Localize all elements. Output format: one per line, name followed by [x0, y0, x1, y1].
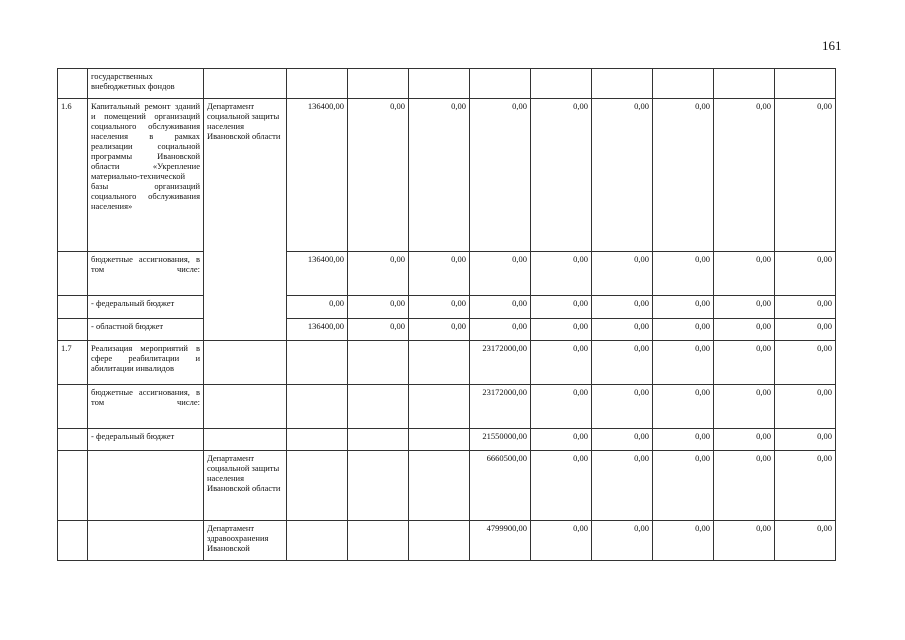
value-cell: 4799900,00: [470, 521, 531, 561]
row-index: 1.6: [58, 99, 88, 252]
value-cell: 0,00: [714, 521, 775, 561]
value-cell: 0,00: [531, 252, 592, 296]
value-cell: 21550000,00: [470, 429, 531, 451]
value-cell: 136400,00: [287, 99, 348, 252]
row-organization: Департамент социальной защиты населения Ивановской области: [204, 451, 287, 521]
value-cell: [348, 69, 409, 99]
value-cell: 0,00: [592, 252, 653, 296]
table-row: [58, 341, 836, 385]
row-index: 1.7: [58, 341, 88, 385]
row-index: [58, 385, 88, 429]
value-cell: 0,00: [592, 341, 653, 385]
value-cell: [287, 69, 348, 99]
value-cell: 0,00: [775, 521, 836, 561]
value-cell: 0,00: [531, 429, 592, 451]
value-cell: 0,00: [287, 296, 348, 319]
row-index: [58, 451, 88, 521]
value-cell: 0,00: [775, 429, 836, 451]
value-cell: 0,00: [531, 319, 592, 341]
value-cell: 0,00: [714, 252, 775, 296]
value-cell: [348, 521, 409, 561]
value-cell: 0,00: [592, 429, 653, 451]
table-row: [58, 99, 836, 252]
value-cell: [348, 385, 409, 429]
row-name: [88, 521, 204, 561]
table-row: [58, 429, 836, 451]
value-cell: [409, 429, 470, 451]
table-row: [58, 451, 836, 521]
value-cell: 0,00: [714, 451, 775, 521]
row-index: [58, 521, 88, 561]
row-index: [58, 429, 88, 451]
value-cell: 0,00: [531, 99, 592, 252]
row-organization: [204, 69, 287, 99]
value-cell: 0,00: [531, 521, 592, 561]
value-cell: [714, 69, 775, 99]
row-index: [58, 69, 88, 99]
value-cell: 0,00: [653, 296, 714, 319]
table-row: [58, 521, 836, 561]
value-cell: 0,00: [470, 319, 531, 341]
value-cell: 0,00: [653, 252, 714, 296]
value-cell: 0,00: [531, 385, 592, 429]
value-cell: 0,00: [775, 296, 836, 319]
value-cell: 0,00: [470, 99, 531, 252]
value-cell: [348, 429, 409, 451]
value-cell: 23172000,00: [470, 341, 531, 385]
value-cell: 0,00: [714, 319, 775, 341]
table-row: [58, 385, 836, 429]
value-cell: 6660500,00: [470, 451, 531, 521]
value-cell: 0,00: [531, 451, 592, 521]
value-cell: [409, 341, 470, 385]
value-cell: 0,00: [592, 385, 653, 429]
value-cell: 0,00: [592, 99, 653, 252]
value-cell: 0,00: [409, 99, 470, 252]
row-name: бюджетные ассигнования, в том числе:: [88, 385, 204, 429]
value-cell: 0,00: [775, 341, 836, 385]
value-cell: [348, 451, 409, 521]
page-number: 161: [822, 38, 842, 53]
row-organization: Департамент социальной защиты населения Ивановской области: [204, 99, 287, 341]
value-cell: [653, 69, 714, 99]
row-organization: [204, 429, 287, 451]
value-cell: 136400,00: [287, 319, 348, 341]
table-row: [58, 319, 836, 341]
value-cell: 0,00: [714, 99, 775, 252]
value-cell: [592, 69, 653, 99]
value-cell: 0,00: [653, 451, 714, 521]
value-cell: 0,00: [775, 99, 836, 252]
value-cell: 0,00: [714, 429, 775, 451]
table-row: [58, 252, 836, 296]
value-cell: [409, 385, 470, 429]
row-organization: [204, 341, 287, 385]
value-cell: 0,00: [531, 296, 592, 319]
row-name: Реализация мероприятий в сфере реабилитации и абилитации инвалидов: [88, 341, 204, 385]
value-cell: [287, 385, 348, 429]
value-cell: 0,00: [348, 252, 409, 296]
row-organization: [204, 385, 287, 429]
value-cell: [287, 341, 348, 385]
value-cell: 0,00: [409, 252, 470, 296]
row-name: [88, 451, 204, 521]
budget-table: [57, 68, 836, 561]
value-cell: 0,00: [470, 296, 531, 319]
value-cell: [348, 341, 409, 385]
value-cell: 0,00: [714, 341, 775, 385]
row-name: государственных внебюджетных фондов: [88, 69, 204, 99]
value-cell: 0,00: [348, 99, 409, 252]
row-organization: Департамент здравоохранения Ивановской: [204, 521, 287, 561]
row-name: бюджетные ассигнования, в том числе:: [88, 252, 204, 296]
value-cell: [531, 69, 592, 99]
row-index: [58, 296, 88, 319]
value-cell: [287, 521, 348, 561]
value-cell: [470, 69, 531, 99]
table-row: [58, 296, 836, 319]
value-cell: 0,00: [714, 385, 775, 429]
table-row: [58, 69, 836, 99]
row-name: - федеральный бюджет: [88, 296, 204, 319]
value-cell: 0,00: [775, 451, 836, 521]
value-cell: 0,00: [653, 429, 714, 451]
value-cell: 0,00: [409, 319, 470, 341]
value-cell: 0,00: [348, 319, 409, 341]
row-name: - областной бюджет: [88, 319, 204, 341]
value-cell: 0,00: [775, 252, 836, 296]
value-cell: 0,00: [592, 296, 653, 319]
value-cell: 0,00: [531, 341, 592, 385]
value-cell: [775, 69, 836, 99]
value-cell: 0,00: [653, 319, 714, 341]
value-cell: [287, 429, 348, 451]
row-name: Капитальный ремонт зданий и помещений организаций социального обслуживания населения в рамках реализации социальной программы Ивановской области «Укрепление материально-технической базы организаций социального обслуживания населения»: [88, 99, 204, 252]
value-cell: 0,00: [653, 99, 714, 252]
value-cell: 0,00: [653, 341, 714, 385]
row-index: [58, 319, 88, 341]
value-cell: [409, 69, 470, 99]
value-cell: 0,00: [775, 385, 836, 429]
value-cell: [409, 521, 470, 561]
row-index: [58, 252, 88, 296]
value-cell: 0,00: [653, 521, 714, 561]
value-cell: 0,00: [409, 296, 470, 319]
value-cell: 0,00: [714, 296, 775, 319]
value-cell: 0,00: [470, 252, 531, 296]
value-cell: 0,00: [653, 385, 714, 429]
value-cell: 0,00: [592, 319, 653, 341]
value-cell: 0,00: [592, 521, 653, 561]
value-cell: 136400,00: [287, 252, 348, 296]
value-cell: 23172000,00: [470, 385, 531, 429]
value-cell: 0,00: [348, 296, 409, 319]
value-cell: 0,00: [775, 319, 836, 341]
row-name: - федеральный бюджет: [88, 429, 204, 451]
value-cell: [409, 451, 470, 521]
value-cell: [287, 451, 348, 521]
value-cell: 0,00: [592, 451, 653, 521]
